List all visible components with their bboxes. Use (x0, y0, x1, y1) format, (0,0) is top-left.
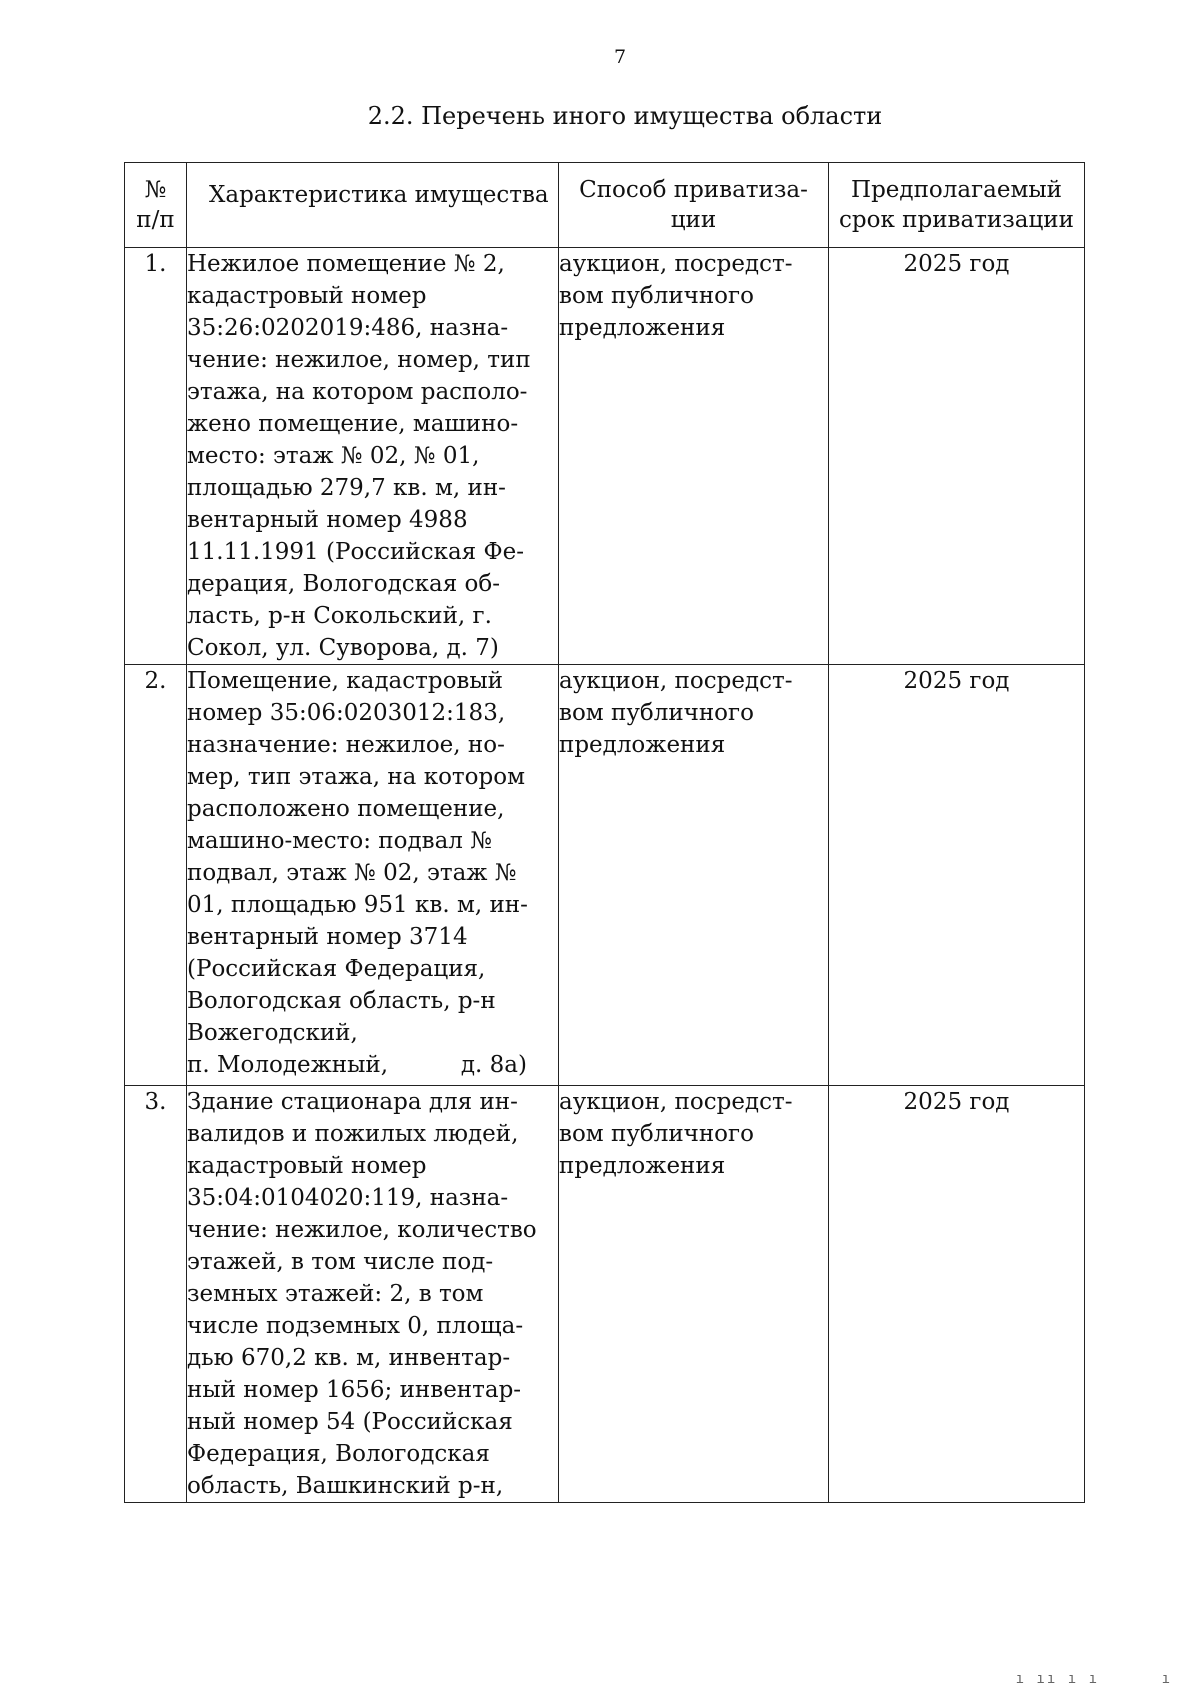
description-line: подвал, этаж № 02, этаж № (187, 860, 517, 886)
method-line: предложения (559, 1153, 726, 1179)
description-line: расположено помещение, (187, 796, 505, 822)
method-line: вом публичного (559, 1121, 754, 1147)
method-line: аукцион, посредст- (559, 668, 793, 694)
row-description (187, 248, 559, 665)
method-line: аукцион, посредст- (559, 251, 793, 277)
header-method (559, 163, 829, 248)
row-number: 3. (125, 1086, 187, 1503)
page-number: 7 (613, 46, 627, 68)
description-line: 35:26:0202019:486, назна- (187, 315, 509, 341)
description-line: жено помещение, машино- (187, 411, 519, 437)
description-line: место: этаж № 02, № 01, (187, 443, 480, 469)
description-line: номер 35:06:0203012:183, (187, 700, 506, 726)
row-number: 1. (125, 248, 187, 665)
description-line: Сокол, ул. Суворова, д. 7) (187, 635, 499, 661)
row-term: 2025 год (829, 1086, 1085, 1503)
description-line: 11.11.1991 (Российская Фе- (187, 539, 524, 565)
header-term (829, 163, 1085, 248)
method-line: аукцион, посредст- (559, 1089, 793, 1115)
property-table (124, 162, 1085, 1503)
header-term-line: Предполагаемый (851, 177, 1062, 203)
description-line: ласть, р-н Сокольский, г. (187, 603, 492, 629)
scan-marks: ı ıı ı ı ı (1015, 1671, 1172, 1687)
description-house: д. 8а) (460, 1052, 527, 1078)
row-number: 2. (125, 665, 187, 1086)
description-line: кадастровый номер (187, 283, 427, 309)
description-line: числе подземных 0, площа- (187, 1313, 524, 1339)
description-line: этажа, на котором располо- (187, 379, 528, 405)
description-line: 01, площадью 951 кв. м, ин- (187, 892, 528, 918)
description-line: кадастровый номер (187, 1153, 427, 1179)
description-line: машино-место: подвал № (187, 828, 492, 854)
description-line: дерация, Вологодская об- (187, 571, 500, 597)
description-line: Вологодская область, р-н (187, 988, 496, 1014)
description-line: область, Вашкинский р-н, (187, 1473, 504, 1499)
header-method-line: ции (670, 207, 717, 233)
description-line: валидов и пожилых людей, (187, 1121, 519, 1147)
header-number (125, 163, 187, 248)
method-line: вом публичного (559, 700, 754, 726)
description-line: этажей, в том числе под- (187, 1249, 494, 1275)
table-row (125, 1086, 1085, 1503)
description-line: ный номер 1656; инвентар- (187, 1377, 522, 1403)
header-number-line: № (144, 177, 167, 203)
method-line: вом публичного (559, 283, 754, 309)
description-line: земных этажей: 2, в том (187, 1281, 484, 1307)
row-method (559, 1086, 829, 1503)
description-line: чение: нежилое, номер, тип (187, 347, 531, 373)
description-line: Нежилое помещение № 2, (187, 251, 505, 277)
description-line: площадью 279,7 кв. м, ин- (187, 475, 506, 501)
description-line: 35:04:0104020:119, назна- (187, 1185, 509, 1211)
method-line: предложения (559, 315, 726, 341)
description-line: дью 670,2 кв. м, инвентар- (187, 1345, 511, 1371)
table-header-row (125, 163, 1085, 248)
row-term: 2025 год (829, 665, 1085, 1086)
table-row (125, 665, 1085, 1086)
description-line: Помещение, кадастровый (187, 668, 504, 694)
row-method (559, 248, 829, 665)
description-line: мер, тип этажа, на котором (187, 764, 525, 790)
header-number-line: п/п (136, 207, 175, 233)
row-description (187, 665, 559, 1086)
description-line: ный номер 54 (Российская (187, 1409, 513, 1435)
header-description-line: Характеристика имущества (209, 182, 549, 208)
header-description (187, 163, 559, 248)
header-method-line: Способ приватиза- (579, 177, 808, 203)
row-method (559, 665, 829, 1086)
description-line: вентарный номер 3714 (187, 924, 468, 950)
row-description (187, 1086, 559, 1503)
description-line: Федерация, Вологодская (187, 1441, 490, 1467)
description-last-line (187, 1049, 527, 1081)
description-settlement: п. Молодежный, (187, 1052, 389, 1078)
description-line: (Российская Федерация, (187, 956, 486, 982)
description-line: Здание стационара для ин- (187, 1089, 518, 1115)
description-line: чение: нежилое, количество (187, 1217, 537, 1243)
table-row (125, 248, 1085, 665)
method-line: предложения (559, 732, 726, 758)
description-line: вентарный номер 4988 (187, 507, 468, 533)
description-line: Вожегодский, (187, 1020, 358, 1046)
description-line: назначение: нежилое, но- (187, 732, 505, 758)
row-term: 2025 год (829, 248, 1085, 665)
section-title: 2.2. Перечень иного имущества области (367, 102, 883, 130)
header-term-line: срок приватизации (839, 207, 1074, 233)
